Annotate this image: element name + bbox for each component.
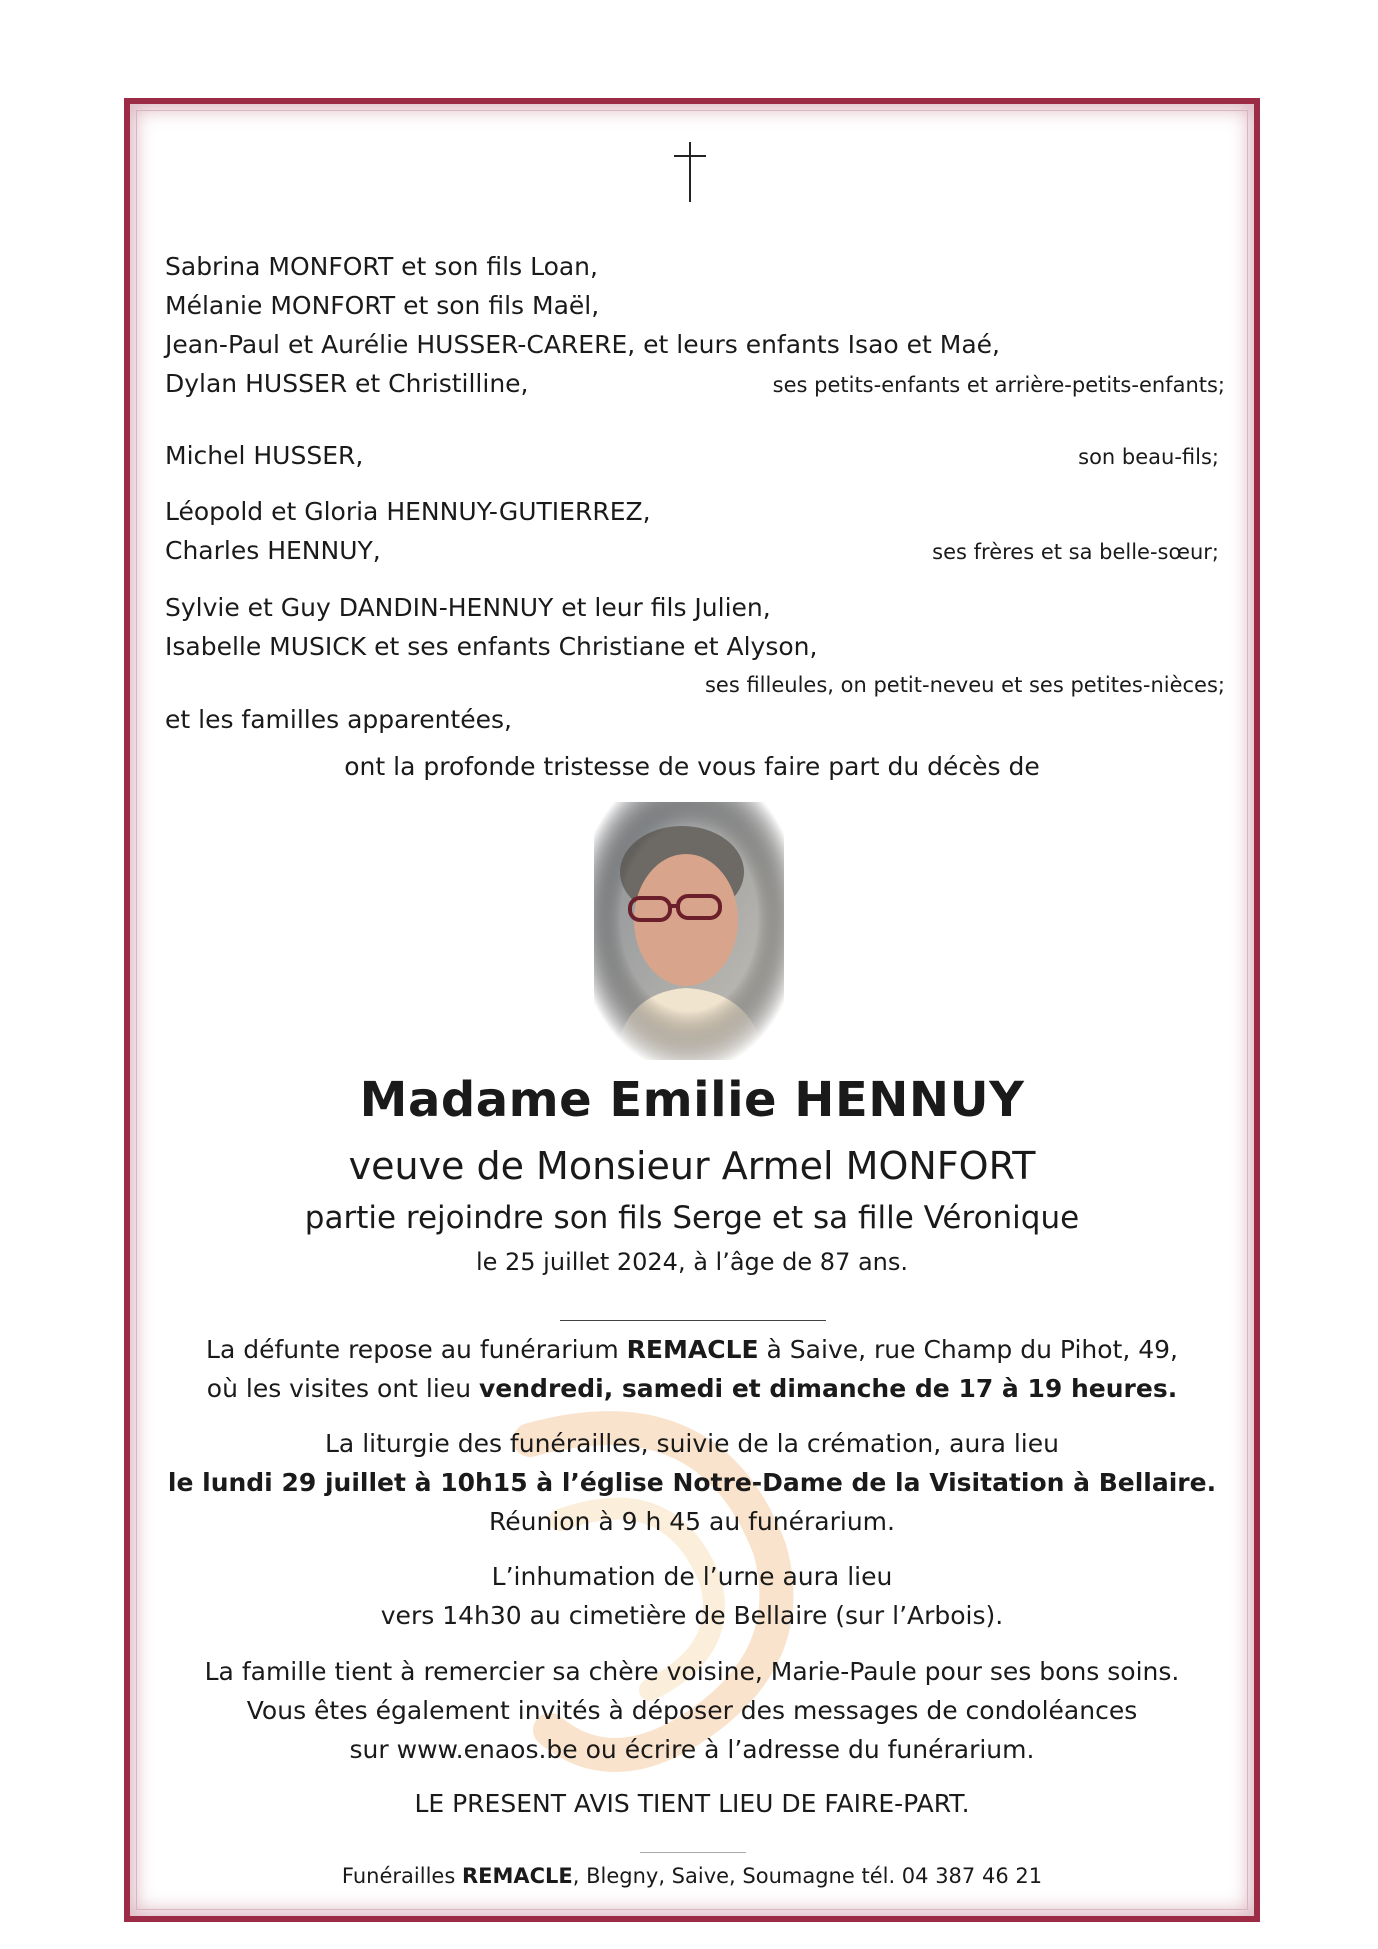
family-line: Léopold et Gloria HENNUY-GUTIERREZ, — [165, 497, 651, 526]
family-line: Mélanie MONFORT et son fils Maël, — [165, 291, 600, 320]
family-relation: ses petits-enfants et arrière-petits-enfants; — [772, 373, 1225, 397]
thanks-line-2: Vous êtes également invités à déposer des messages de condoléances — [246, 1696, 1138, 1725]
footer-pre: Funérailles — [341, 1864, 462, 1888]
family-group-son-in-law — [165, 436, 1225, 475]
footer-divider — [640, 1852, 746, 1853]
deceased-name: Madame Emilie HENNUY — [359, 1072, 1025, 1128]
burial-line-2: vers 14h30 au cimetière de Bellaire (sur l’Arbois). — [380, 1601, 1004, 1630]
family-line: Sabrina MONFORT et son fils Loan, — [165, 252, 598, 281]
visiting-hours: vendredi, samedi et dimanche de 17 à 19 heures. — [479, 1374, 1178, 1403]
deceased-widow-of: veuve de Monsieur Armel MONFORT — [348, 1144, 1036, 1188]
family-relation: ses filleules, on petit-neveu et ses petites-nièces; — [704, 673, 1225, 697]
announcement: ont la profonde tristesse de vous faire part du décès de — [344, 752, 1040, 781]
family-line: Isabelle MUSICK et ses enfants Christiane et Alyson, — [165, 632, 818, 661]
rest-line-1 — [124, 1330, 1260, 1369]
family-relation: son beau-fils; — [1078, 445, 1219, 469]
thanks-line-3: sur www.enaos.be ou écrire à l’adresse du funérarium. — [349, 1735, 1035, 1764]
family-relation: ses frères et sa belle-sœur; — [932, 540, 1219, 564]
liturgy-datetime: le lundi 29 juillet à 10h15 à l’église Notre-Dame de la Visitation à Bellaire. — [167, 1468, 1217, 1497]
family-line: Jean-Paul et Aurélie HUSSER-CARERE, et leurs enfants Isao et Maé, — [165, 330, 1000, 359]
burial-block — [124, 1557, 1260, 1635]
footer — [124, 1858, 1260, 1894]
family-group-siblings — [165, 492, 1225, 570]
footer-brand: REMACLE — [461, 1864, 573, 1888]
family-closing-line: et les familles apparentées, — [165, 705, 512, 734]
divider — [560, 1320, 826, 1321]
footer-post: , Blegny, Saive, Soumagne tél. 04 387 46 21 — [572, 1864, 1043, 1888]
liturgy-line-2 — [124, 1463, 1260, 1502]
liturgy-line-3: Réunion à 9 h 45 au funérarium. — [489, 1507, 895, 1536]
cross-icon — [670, 140, 710, 204]
rest-line-2-pre: où les visites ont lieu — [206, 1374, 479, 1403]
liturgy-block — [124, 1424, 1260, 1541]
liturgy-line-1: La liturgie des funérailles, suivie de la crémation, aura lieu — [325, 1429, 1059, 1458]
funeral-home-name: REMACLE — [626, 1335, 759, 1364]
thanks-block — [124, 1652, 1260, 1769]
rest-block — [124, 1330, 1260, 1408]
deceased-joined: partie rejoindre son fils Serge et sa fille Véronique — [304, 1200, 1080, 1236]
rest-line-1-pre: La défunte repose au funérarium — [206, 1335, 627, 1364]
deceased-portrait — [594, 802, 784, 1060]
family-line: Sylvie et Guy DANDIN-HENNUY et leur fils Julien, — [165, 593, 771, 622]
burial-line-1: L’inhumation de l’urne aura lieu — [491, 1562, 893, 1591]
family-group-grandchildren — [165, 247, 1225, 403]
deceased-date: le 25 juillet 2024, à l’âge de 87 ans. — [475, 1248, 909, 1276]
family-line: Dylan HUSSER et Christilline, — [165, 369, 529, 398]
family-line: Michel HUSSER, — [165, 441, 364, 470]
family-group-goddaughters — [165, 588, 1225, 697]
thanks-line-1: La famille tient à remercier sa chère voisine, Marie-Paule pour ses bons soins. — [204, 1657, 1180, 1686]
faire-part-notice: LE PRESENT AVIS TIENT LIEU DE FAIRE-PART. — [414, 1789, 970, 1818]
rest-line-1-post: à Saive, rue Champ du Pihot, 49, — [758, 1335, 1178, 1364]
family-line: Charles HENNUY, — [165, 536, 381, 565]
family-closing — [165, 700, 1225, 739]
rest-line-2 — [124, 1369, 1260, 1408]
